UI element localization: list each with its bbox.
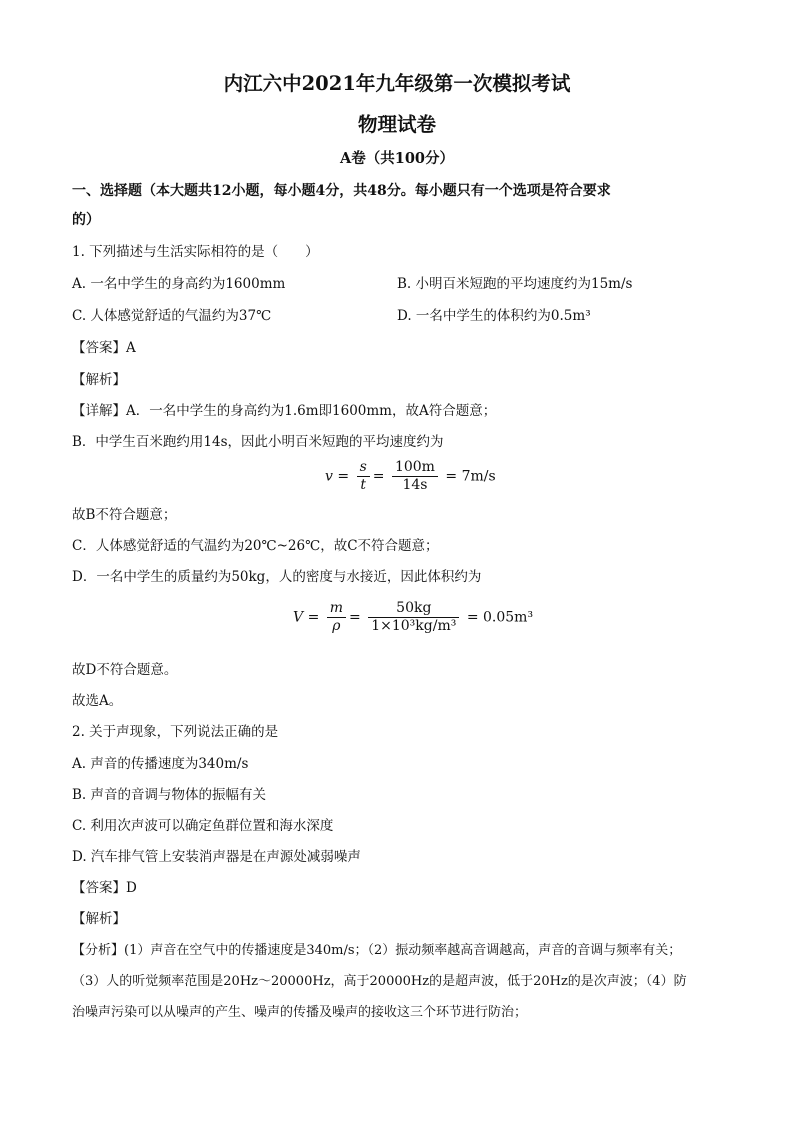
eq2-frac2-den: 1×10³kg/m³ bbox=[371, 618, 457, 634]
q2-analysis-label: 【解析】 bbox=[72, 911, 126, 927]
eq1-frac1-den: t bbox=[360, 477, 366, 493]
eq1-frac2-den: 14s bbox=[402, 477, 428, 493]
eq2-frac2-num: 50kg bbox=[368, 600, 459, 618]
eq2-lhs: V bbox=[293, 609, 304, 626]
q1-option-b: B. 小明百米短跑的平均速度约为15m/s bbox=[397, 276, 633, 292]
eq1-result: = 7m/s bbox=[445, 468, 496, 485]
subject-title: 物理试卷 bbox=[357, 113, 436, 136]
q1-analysis-label: 【解析】 bbox=[72, 372, 126, 388]
q1-b-conclusion: 故B不符合题意； bbox=[72, 507, 177, 523]
q1-detail-a: 【详解】A．一名中学生的身高约为1.6m即1600mm，故A符合题意； bbox=[72, 403, 497, 419]
eq2-frac1-den: ρ bbox=[332, 618, 341, 634]
q2-fenxi-line3: 治噪声污染可以从噪声的产生、噪声的传播及噪声的接收这三个环节进行防治； bbox=[72, 1005, 528, 1020]
exam-title: 内江六中2021年九年级第一次模拟考试 bbox=[223, 72, 571, 95]
eq1-lhs: v bbox=[325, 468, 333, 485]
q1-detail-d: D．一名中学生的质量约为50kg，人的密度与水接近，因此体积约为 bbox=[72, 569, 482, 585]
q1-choose: 故选A。 bbox=[72, 693, 123, 709]
eq1-frac1 bbox=[357, 459, 370, 494]
q2-answer: 【答案】D bbox=[72, 880, 137, 896]
q1-stem: 1. 下列描述与生活实际相符的是（ ） bbox=[72, 244, 319, 260]
q1-option-d: D. 一名中学生的体积约为0.5m³ bbox=[397, 308, 591, 324]
q1-detail-c: C．人体感觉舒适的气温约为20℃~26℃，故C不符合题意； bbox=[72, 538, 439, 554]
q1-option-c: C. 人体感觉舒适的气温约为37℃ bbox=[72, 308, 272, 324]
q2-option-d: D. 汽车排气管上安装消声器是在声源处减弱噪声 bbox=[72, 849, 361, 865]
q1-option-a: A. 一名中学生的身高约为1600mm bbox=[72, 276, 286, 292]
eq1-frac2 bbox=[392, 459, 438, 494]
eq2-frac1 bbox=[327, 600, 346, 635]
q1-d-conclusion: 故D不符合题意。 bbox=[72, 662, 178, 678]
q1-answer: 【答案】A bbox=[72, 340, 136, 356]
velocity-equation: v = $\frac{s}{t}$ = $\frac{100m}{14s}$ = 7m/s bbox=[325, 459, 496, 493]
q2-fenxi-line2: （3）人的听觉频率范围是20Hz～20000Hz，高于20000Hz的是超声波，低于20Hz的是次声波；（4）防 bbox=[72, 974, 687, 989]
section-heading: 一、选择题（本大题共12小题，每小题4分，共48分。每小题只有一个选项是符合要求 bbox=[72, 183, 611, 199]
q2-option-a: A. 声音的传播速度为340m/s bbox=[72, 756, 249, 772]
eq1-frac1-num: s bbox=[357, 459, 370, 477]
eq2-result: = 0.05m³ bbox=[466, 609, 534, 626]
eq2-frac2 bbox=[368, 600, 459, 635]
q2-fenxi-line1: 【分析】(1）声音在空气中的传播速度是340m/s；（2）振动频率越高音调越高，声音的音调与频率有关； bbox=[72, 943, 682, 958]
q2-option-c: C. 利用次声波可以确定鱼群位置和海水深度 bbox=[72, 818, 334, 834]
section-heading-cont: 的） bbox=[72, 212, 100, 228]
eq2-frac1-num: m bbox=[327, 600, 346, 618]
volume-equation: V = $\frac{m}{\rho}$ = $\frac{50kg}{\text{1×10³kg/m³}}$ = 0.05m³ bbox=[293, 600, 534, 634]
volume-label: A卷（共100分） bbox=[339, 150, 455, 167]
q2-stem: 2. 关于声现象，下列说法正确的是 bbox=[72, 724, 279, 740]
eq1-frac2-num: 100m bbox=[392, 459, 438, 477]
q2-option-b: B. 声音的音调与物体的振幅有关 bbox=[72, 787, 267, 803]
q1-detail-b: B．中学生百米跑约用14s，因此小明百米短跑的平均速度约为 bbox=[72, 434, 444, 450]
